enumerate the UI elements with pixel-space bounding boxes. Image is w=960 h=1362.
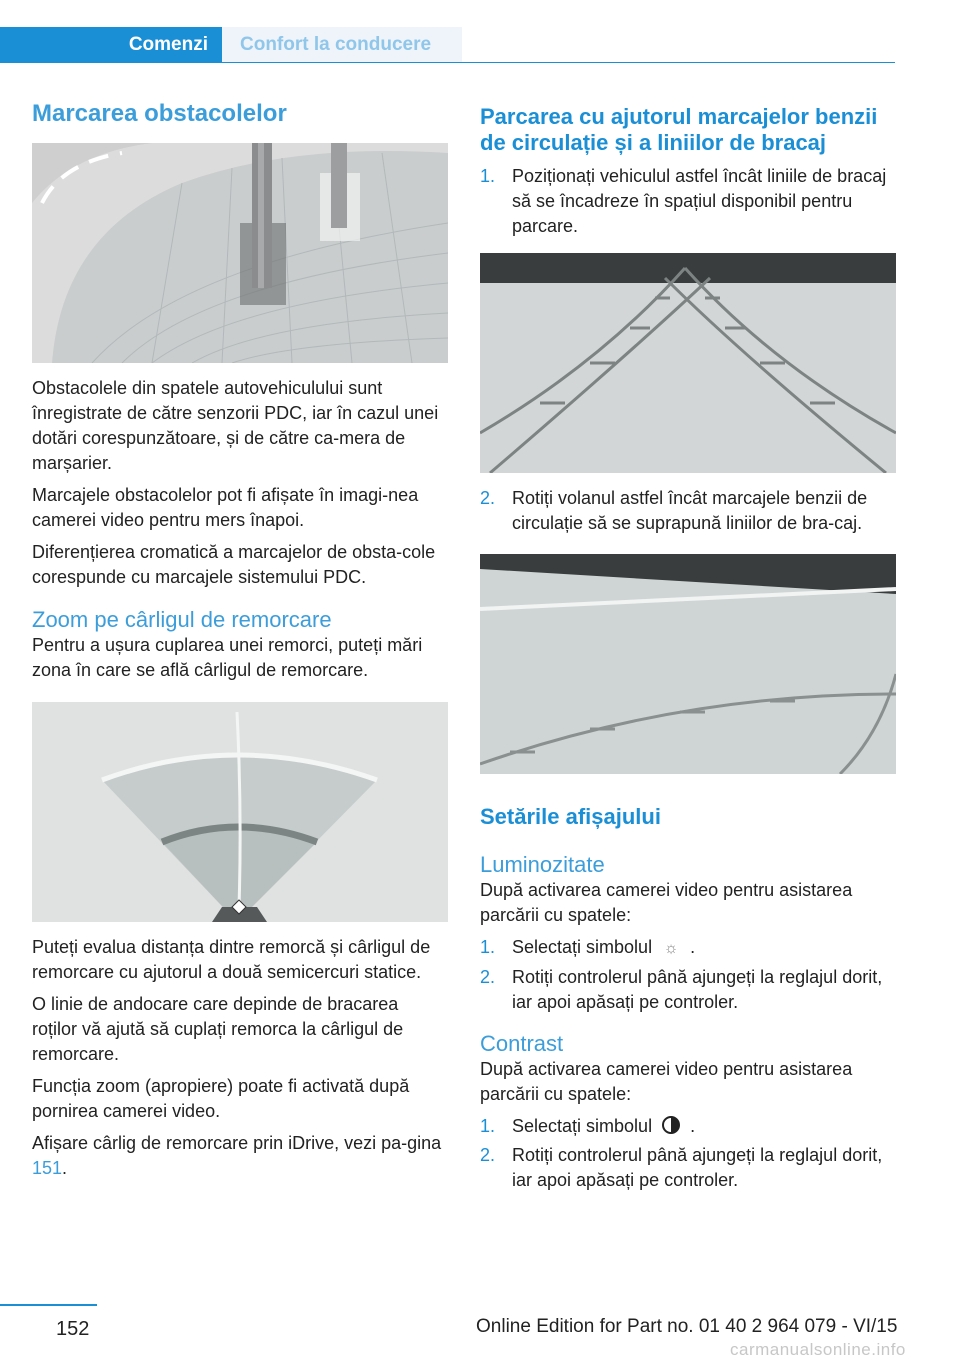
step-number: 1.	[480, 1116, 496, 1136]
page-link[interactable]: 151	[32, 1158, 63, 1178]
sun-icon: ☼	[663, 940, 679, 957]
contrast-icon	[662, 1116, 680, 1134]
step-text: Rotiți volanul astfel încât marcajele benzii de circulație să se suprapună liniilor de bra-caj.	[512, 488, 868, 533]
tab-confort-la-conducere[interactable]: Confort la conducere	[222, 27, 462, 62]
step-text: Selectați simbolul	[512, 1116, 653, 1136]
paragraph: Puteți evalua distanța dintre remorcă și cârligul de remorcare cu ajutorul a două semicercuri statice.	[32, 937, 431, 982]
contrast-steps	[480, 1114, 896, 1193]
list-item	[480, 1143, 896, 1193]
step-text: Rotiți controlerul până ajungeți la reglajul dorit, iar apoi apăsați pe controler.	[512, 1145, 883, 1190]
paragraph: Marcajele obstacolelor pot fi afișate în imagi-nea camerei video pentru mers înapoi.	[32, 485, 419, 530]
step-text: Poziționați vehiculul astfel încât liniile de bracaj să se încadreze în spațiul disponibil pentru parcare.	[512, 166, 887, 236]
parking-steps	[480, 164, 896, 239]
subsection-title-contrast: Contrast	[480, 1031, 564, 1056]
list-item	[480, 1114, 896, 1139]
parking-steps-continued	[480, 486, 896, 536]
hitch-zoom-image	[32, 702, 448, 922]
turning-lines-image	[480, 253, 896, 473]
period: .	[690, 937, 696, 957]
brightness-steps	[480, 935, 896, 1015]
paragraph: Pentru a ușura cuplarea unei remorci, puteți mări zona în care se află cârligul de remorcare.	[32, 635, 423, 680]
period: .	[62, 1158, 68, 1178]
paragraph: După activarea camerei video pentru asistarea parcării cu spatele:	[480, 1059, 853, 1104]
step-text: Selectați simbolul	[512, 937, 653, 957]
paragraph: Funcția zoom (apropiere) poate fi activată după pornirea camerei video.	[32, 1076, 410, 1121]
paragraph: Obstacolele din spatele autovehiculului sunt înregistrate de către senzorii PDC, iar în cazul unei dotări corespunzătoare, și de către ca-mera de marșarier.	[32, 378, 439, 473]
step-content	[512, 935, 695, 961]
left-column	[32, 100, 448, 1188]
step-number: 2.	[480, 488, 496, 508]
page-number-divider	[0, 1304, 97, 1306]
list-item	[480, 486, 896, 536]
step-number: 1.	[480, 937, 496, 957]
header-tabs	[0, 27, 462, 62]
section-title-display-settings: Setările afișajului	[480, 804, 661, 829]
paragraph: O linie de andocare care depinde de bracarea roților vă ajută să cuplați remorca la cârligul de remorcare.	[32, 994, 404, 1064]
subsection-title-brightness: Luminozitate	[480, 852, 605, 877]
paragraph-text: Afișare cârlig de remorcare prin iDrive, vezi pa-gina	[32, 1133, 442, 1153]
header-divider	[0, 62, 895, 63]
tab-comenzi[interactable]: Comenzi	[0, 27, 222, 62]
edition-footer: Online Edition for Part no. 01 40 2 964 079 - VI/15	[476, 1316, 898, 1337]
step-number: 2.	[480, 1145, 496, 1165]
period: .	[690, 1116, 696, 1136]
section-title-obstacle-marking: Marcarea obstacolelor	[32, 100, 287, 127]
step-number: 2.	[480, 967, 496, 987]
step-content	[512, 1114, 695, 1139]
list-item	[480, 164, 896, 239]
list-item	[480, 935, 896, 961]
list-item	[480, 965, 896, 1015]
step-text: Rotiți controlerul până ajungeți la reglajul dorit, iar apoi apăsați pe controler.	[512, 967, 883, 1012]
lane-markings-image	[480, 554, 896, 774]
obstacle-marking-image	[32, 143, 448, 363]
paragraph-with-page-link	[32, 1131, 448, 1181]
page-number: 152	[56, 1318, 90, 1340]
paragraph: După activarea camerei video pentru asistarea parcării cu spatele:	[480, 880, 853, 925]
watermark: carmanualsonline.info	[730, 1340, 906, 1359]
section-title-hitch-zoom: Zoom pe cârligul de remorcare	[32, 607, 332, 632]
paragraph: Diferențierea cromatică a marcajelor de obsta-cole corespunde cu marcajele sistemului PDC.	[32, 542, 436, 587]
right-column	[480, 104, 896, 1197]
section-title-parking-lines: Parcarea cu ajutorul marcajelor benzii de circulație și a liniilor de bracaj	[480, 104, 878, 155]
step-number: 1.	[480, 166, 496, 186]
